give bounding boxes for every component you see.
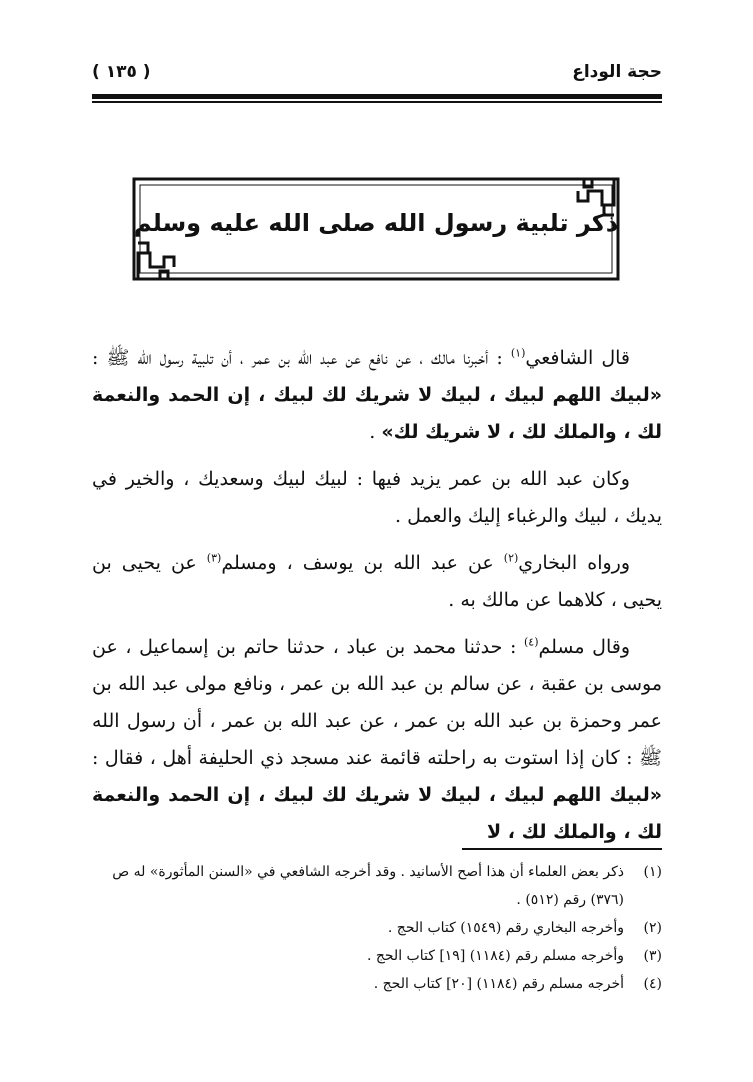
quoted-talbiyah: «لبيك اللهم لبيك ، لبيك لا شريك لك لبيك ، إن الحمد والنعمة لك ، والملك لك ، لا شريك لك» bbox=[92, 384, 662, 443]
paragraph bbox=[92, 461, 662, 535]
text-segment: قال الشافعي bbox=[525, 347, 630, 369]
footnote-number: (١) bbox=[643, 864, 662, 880]
footnote bbox=[92, 942, 662, 970]
text-segment: عن يحيى بن يحيى ، كلاهما عن مالك به . bbox=[92, 552, 662, 611]
footnotes bbox=[92, 858, 662, 998]
footnote-number: (٤) bbox=[643, 976, 662, 992]
running-title: حجة الوداع bbox=[572, 62, 662, 82]
footnote-text: وأخرجه البخاري رقم (١٥٤٩) كتاب الحج . bbox=[387, 920, 624, 936]
paragraph bbox=[92, 340, 662, 451]
page-header bbox=[92, 62, 662, 88]
text-segment: : حدثنا محمد بن عباد ، حدثنا حاتم بن إسماعيل ، عن موسى بن عقبة ، عن سالم بن عبد الله بن عمر ، ونافع مولى عبد الله بن عمر وحمزة بن عبد الله بن عمر ، عن عبد الله بن عمر ، أن رسول الله ﷺ : كان إذا استوت به راحلته قائمة عند مسجد ذي الحليفة أهل ، فقال : bbox=[92, 636, 662, 769]
footnote-text: أخرجه مسلم رقم (١١٨٤) [٢٠] كتاب الحج . bbox=[373, 976, 624, 992]
footnote-rule bbox=[462, 848, 662, 850]
text-segment: وكان عبد الله بن عمر يزيد فيها : لبيك لبيك وسعديك ، والخير في يديك ، لبيك والرغباء إليك والعمل . bbox=[92, 468, 662, 527]
footnote-text: ذكر بعض العلماء أن هذا أصح الأسانيد . وقد أخرجه الشافعي في «السنن المأثورة» له ص (٣٧٦) رقم (٥١٢) . bbox=[112, 864, 624, 908]
footnote bbox=[92, 858, 662, 914]
footnote bbox=[92, 970, 662, 998]
chapter-title: ذكر تلبية رسول الله صلى الله عليه وسلم bbox=[133, 209, 619, 237]
paragraph bbox=[92, 545, 662, 619]
text-segment: وقال مسلم bbox=[538, 636, 631, 658]
header-rule bbox=[92, 94, 662, 106]
footnote-number: (٣) bbox=[643, 948, 662, 964]
text-segment: عن عبد الله بن يوسف ، ومسلم bbox=[221, 552, 504, 574]
footnote-ref: (٤) bbox=[523, 635, 539, 649]
footnote-text: وأخرجه مسلم رقم (١١٨٤) [١٩] كتاب الحج . bbox=[366, 948, 624, 964]
chapter-title-frame bbox=[128, 175, 624, 283]
paragraph bbox=[92, 629, 662, 851]
page-number: ( ١٣٥ ) bbox=[92, 62, 151, 82]
footnote-ref: (٣) bbox=[206, 551, 222, 565]
quoted-talbiyah: «لبيك اللهم لبيك ، لبيك لا شريك لك لبيك ، إن الحمد والنعمة لك ، والملك لك ، لا bbox=[92, 784, 662, 843]
text-segment: . bbox=[369, 421, 382, 443]
footnote-ref: (١) bbox=[510, 346, 526, 360]
text-segment: ورواه البخاري bbox=[518, 552, 630, 574]
footnote-number: (٢) bbox=[643, 920, 662, 936]
footnote bbox=[92, 914, 662, 942]
text-segment: : أخبرنا مالك ، عن نافع عن عبد الله بن عمر ، أن تلبية رسول الله ﷺ : bbox=[92, 347, 511, 369]
body-text bbox=[92, 340, 662, 861]
footnote-ref: (٢) bbox=[503, 551, 519, 565]
